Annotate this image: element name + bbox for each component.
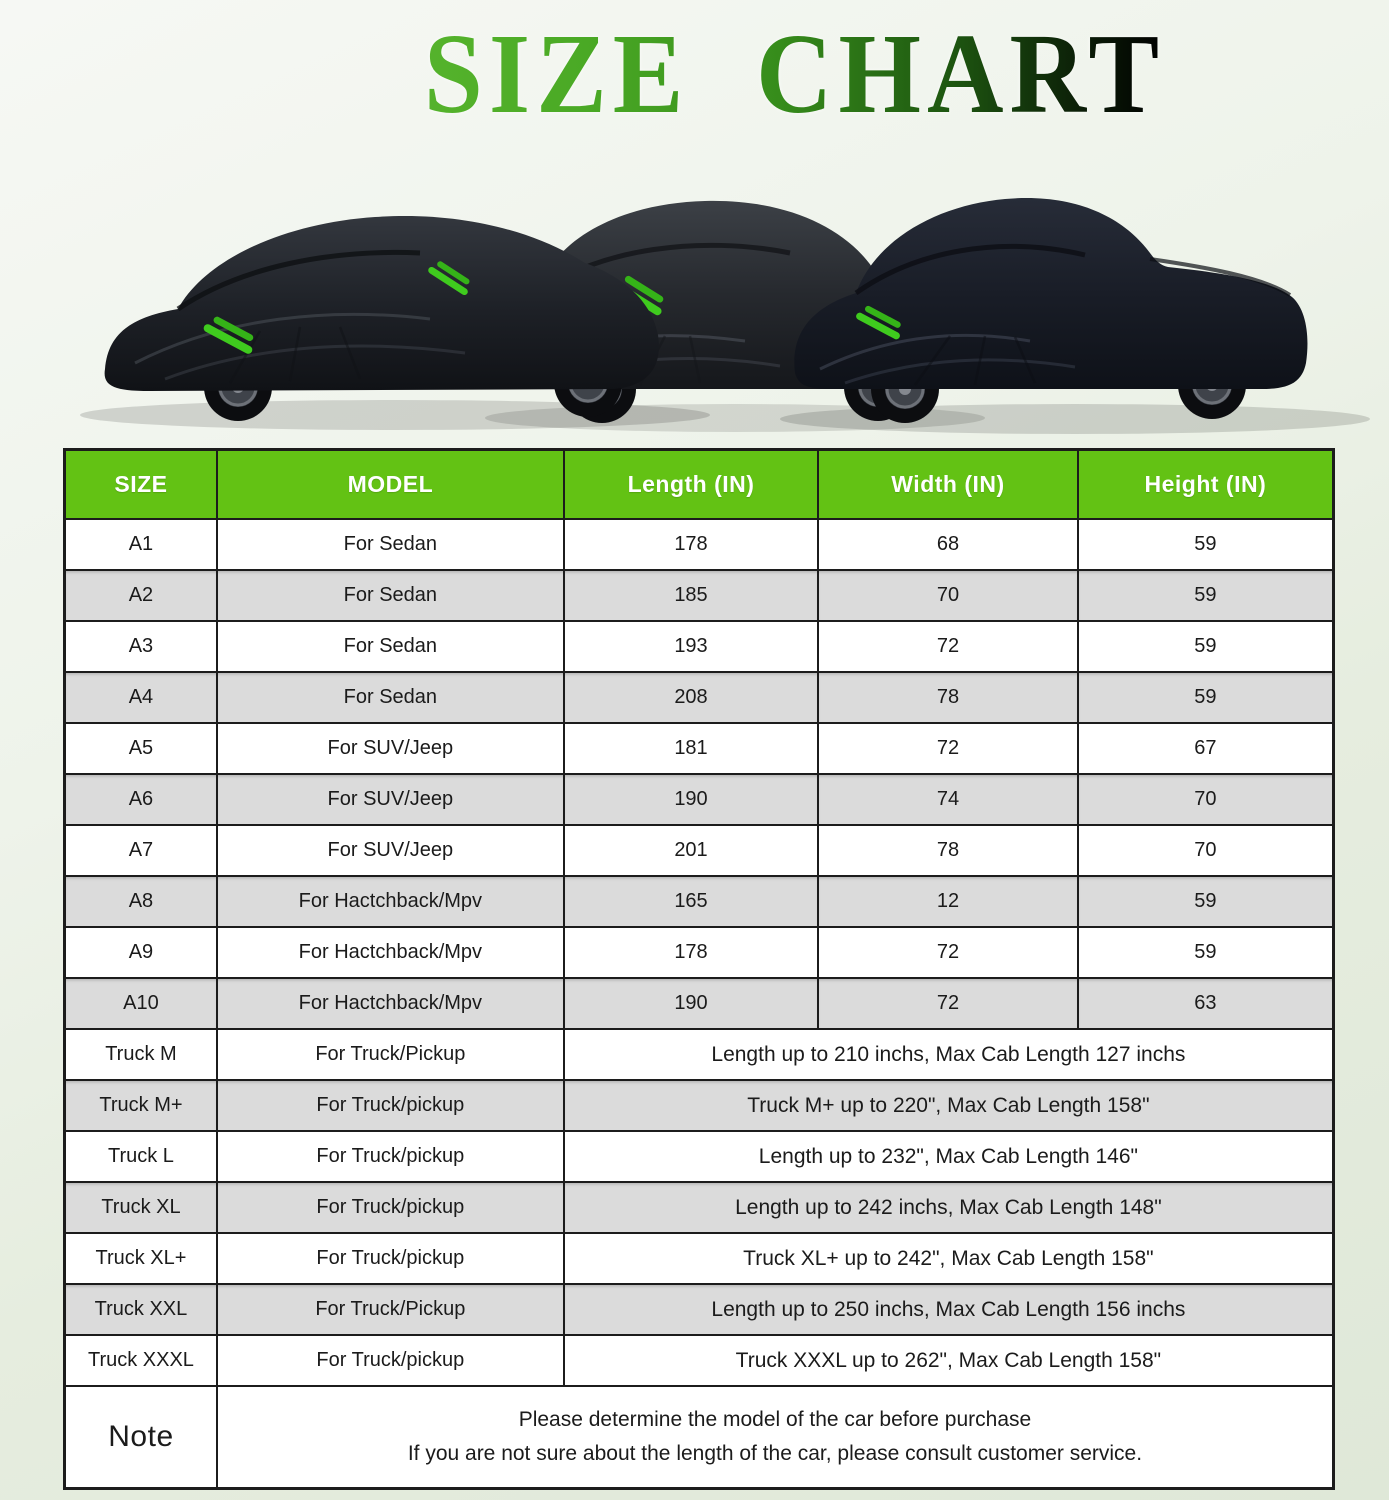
table-row	[66, 928, 1332, 979]
cell-height: 70	[1079, 826, 1332, 877]
page-title: SIZE CHART	[423, 10, 1166, 137]
cell-width: 78	[819, 826, 1079, 877]
header-size: SIZE	[66, 451, 218, 520]
cell-length: 208	[565, 673, 819, 724]
cell-height: 59	[1079, 928, 1332, 979]
cell-model: For Hactchback/Mpv	[218, 979, 565, 1030]
cell-length: 178	[565, 520, 819, 571]
cell-model: For SUV/Jeep	[218, 826, 565, 877]
cell-model: For Sedan	[218, 571, 565, 622]
cell-length: 165	[565, 877, 819, 928]
cell-model: For Sedan	[218, 520, 565, 571]
table-row	[66, 775, 1332, 826]
table-row	[66, 979, 1332, 1030]
cell-size: A6	[66, 775, 218, 826]
cell-size: A10	[66, 979, 218, 1030]
table-row	[66, 1234, 1332, 1285]
table-row	[66, 673, 1332, 724]
cell-merged-measurement: Length up to 250 inchs, Max Cab Length 156 inchs	[565, 1285, 1332, 1336]
cell-width: 74	[819, 775, 1079, 826]
cell-width: 72	[819, 622, 1079, 673]
cell-length: 190	[565, 979, 819, 1030]
table-row	[66, 622, 1332, 673]
header-width: Width (IN)	[819, 451, 1079, 520]
cell-model: For Hactchback/Mpv	[218, 877, 565, 928]
covered-cars-illustration	[0, 131, 1389, 439]
cell-model: For Truck/pickup	[218, 1132, 565, 1183]
cell-model: For Truck/Pickup	[218, 1285, 565, 1336]
cell-height: 59	[1079, 520, 1332, 571]
cell-size: A4	[66, 673, 218, 724]
cell-length: 185	[565, 571, 819, 622]
cell-model: For Truck/pickup	[218, 1336, 565, 1387]
cell-length: 193	[565, 622, 819, 673]
cell-width: 72	[819, 979, 1079, 1030]
note-row	[66, 1387, 1332, 1487]
cell-width: 72	[819, 724, 1079, 775]
cell-model: For Sedan	[218, 622, 565, 673]
cell-size: A3	[66, 622, 218, 673]
header-height: Height (IN)	[1079, 451, 1332, 520]
cell-height: 70	[1079, 775, 1332, 826]
table-row	[66, 1183, 1332, 1234]
table-row	[66, 520, 1332, 571]
cell-size: A9	[66, 928, 218, 979]
cell-width: 72	[819, 928, 1079, 979]
table-header-row	[66, 451, 1332, 520]
cell-size: Truck XXL	[66, 1285, 218, 1336]
cell-merged-measurement: Truck M+ up to 220", Max Cab Length 158"	[565, 1081, 1332, 1132]
cell-size: Truck XL	[66, 1183, 218, 1234]
cell-size: A8	[66, 877, 218, 928]
cell-model: For Truck/Pickup	[218, 1030, 565, 1081]
cell-size: Truck XXXL	[66, 1336, 218, 1387]
cell-length: 190	[565, 775, 819, 826]
title-container	[0, 0, 1389, 137]
note-label: Note	[66, 1387, 218, 1487]
table-row	[66, 1030, 1332, 1081]
table-row	[66, 571, 1332, 622]
cell-height: 59	[1079, 571, 1332, 622]
cell-merged-measurement: Truck XXXL up to 262", Max Cab Length 158"	[565, 1336, 1332, 1387]
cell-height: 63	[1079, 979, 1332, 1030]
cell-height: 67	[1079, 724, 1332, 775]
cell-model: For SUV/Jeep	[218, 775, 565, 826]
cell-merged-measurement: Length up to 242 inchs, Max Cab Length 148"	[565, 1183, 1332, 1234]
cell-model: For Hactchback/Mpv	[218, 928, 565, 979]
header-length: Length (IN)	[565, 451, 819, 520]
cell-length: 181	[565, 724, 819, 775]
cell-size: Truck M	[66, 1030, 218, 1081]
cell-model: For Truck/pickup	[218, 1183, 565, 1234]
cell-merged-measurement: Truck XL+ up to 242", Max Cab Length 158"	[565, 1234, 1332, 1285]
cell-merged-measurement: Length up to 210 inchs, Max Cab Length 127 inchs	[565, 1030, 1332, 1081]
cell-width: 78	[819, 673, 1079, 724]
cell-width: 68	[819, 520, 1079, 571]
cell-merged-measurement: Length up to 232", Max Cab Length 146"	[565, 1132, 1332, 1183]
table-row	[66, 1285, 1332, 1336]
cell-length: 178	[565, 928, 819, 979]
table-row	[66, 826, 1332, 877]
note-line-1: Please determine the model of the car before purchase	[518, 1407, 1032, 1431]
cell-model: For Sedan	[218, 673, 565, 724]
cell-height: 59	[1079, 622, 1332, 673]
cell-size: A1	[66, 520, 218, 571]
note-line-2: If you are not sure about the length of the car, please consult customer service.	[407, 1442, 1143, 1465]
table-row	[66, 1081, 1332, 1132]
cell-height: 59	[1079, 673, 1332, 724]
cell-size: A2	[66, 571, 218, 622]
table-row	[66, 1132, 1332, 1183]
cell-width: 12	[819, 877, 1079, 928]
cell-size: A7	[66, 826, 218, 877]
cell-length: 201	[565, 826, 819, 877]
cell-model: For Truck/pickup	[218, 1081, 565, 1132]
cell-size: Truck XL+	[66, 1234, 218, 1285]
hero-image	[0, 131, 1389, 439]
cell-size: A5	[66, 724, 218, 775]
table-row	[66, 877, 1332, 928]
size-chart-table	[63, 448, 1335, 1490]
cell-model: For SUV/Jeep	[218, 724, 565, 775]
note-text	[218, 1387, 1332, 1487]
cell-size: Truck L	[66, 1132, 218, 1183]
cell-size: Truck M+	[66, 1081, 218, 1132]
table-row	[66, 1336, 1332, 1387]
table-body	[66, 520, 1332, 1387]
cell-height: 59	[1079, 877, 1332, 928]
table-row	[66, 724, 1332, 775]
cell-width: 70	[819, 571, 1079, 622]
header-model: MODEL	[218, 451, 565, 520]
cell-model: For Truck/pickup	[218, 1234, 565, 1285]
pickup-truck-cover	[794, 198, 1307, 423]
